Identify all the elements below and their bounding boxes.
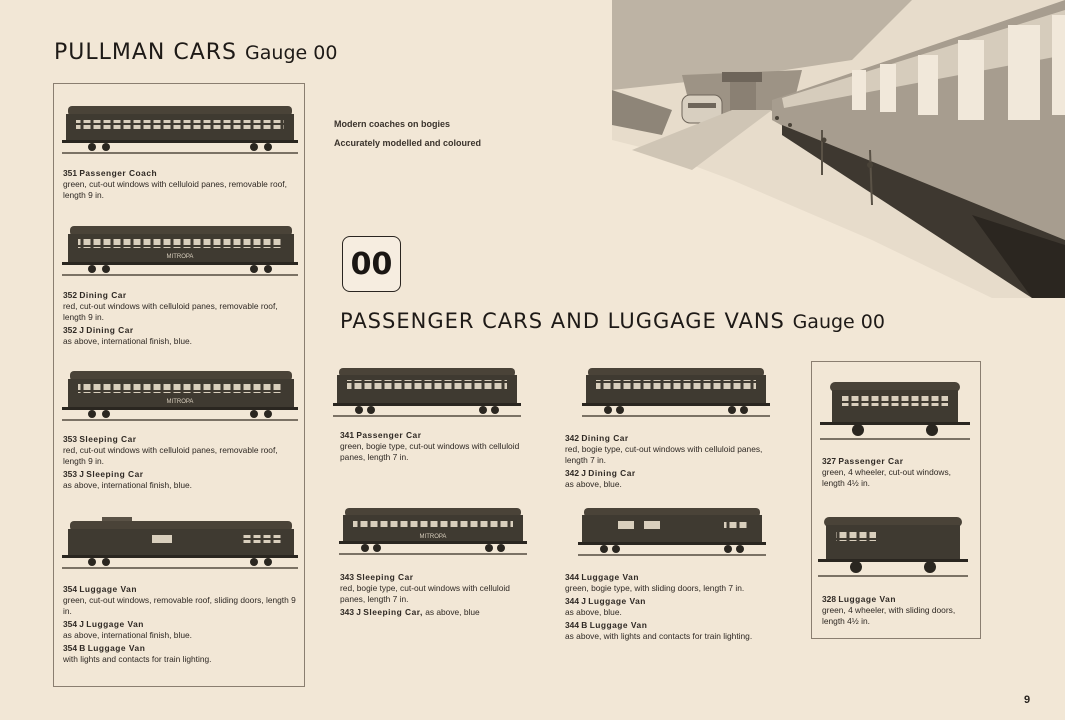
item-343-desc: red, bogie type, cut-out windows with celluloid panes, length 7 in. xyxy=(340,583,510,604)
item-354-number: 354 xyxy=(63,584,77,594)
item-341-name: Passenger Car xyxy=(356,430,422,440)
station-illustration xyxy=(612,0,1065,298)
item-352-name: Dining Car xyxy=(79,290,127,300)
item-344j-name: Luggage Van xyxy=(588,596,646,606)
coach-327-image xyxy=(820,378,970,444)
page-number: 9 xyxy=(1024,694,1031,706)
item-351-number: 351 xyxy=(63,168,77,178)
item-352j-name: Dining Car xyxy=(86,325,134,335)
item-343-name: Sleeping Car xyxy=(356,572,414,582)
item-344b-number: 344 B xyxy=(565,620,588,630)
item-342j-name: Dining Car xyxy=(588,468,636,478)
item-344b-desc: as above, with lights and contacts for train lighting. xyxy=(565,631,753,641)
coach-343-mitropa-label: MITROPA xyxy=(419,534,447,540)
item-343 xyxy=(340,572,525,623)
pullman-gauge: Gauge 00 xyxy=(245,42,338,64)
item-344j-desc: as above, blue. xyxy=(565,607,622,617)
item-343j-desc: as above, blue xyxy=(425,607,480,617)
item-351 xyxy=(63,168,297,206)
passenger-title: PASSENGER CARS AND LUGGAGE VANS xyxy=(340,309,785,333)
item-328 xyxy=(822,594,974,632)
item-352j-desc: as above, international finish, blue. xyxy=(63,336,192,346)
pullman-title: PULLMAN CARS xyxy=(54,40,238,65)
item-352-number: 352 xyxy=(63,290,77,300)
item-353-name: Sleeping Car xyxy=(79,434,137,444)
item-343-number: 343 xyxy=(340,572,354,582)
item-353-desc: red, cut-out windows with celluloid panes, removable roof, length 9 in. xyxy=(63,445,278,466)
item-354b-name: Luggage Van xyxy=(87,643,146,653)
item-343j-name: Sleeping Car, xyxy=(363,607,423,617)
coach-343-image xyxy=(339,504,527,560)
item-353j-name: Sleeping Car xyxy=(86,469,144,479)
item-352j-number: 352 J xyxy=(63,325,84,335)
item-353j-number: 353 J xyxy=(63,469,84,479)
item-341 xyxy=(340,430,525,468)
passenger-gauge: Gauge 00 xyxy=(792,311,885,333)
item-351-desc: green, cut-out windows with celluloid panes, removable roof, length 9 in. xyxy=(63,179,287,200)
item-354-name: Luggage Van xyxy=(79,584,137,594)
item-343j-number: 343 J xyxy=(340,607,361,617)
intro-line-1: Modern coaches on bogies xyxy=(334,119,451,129)
item-352-desc: red, cut-out windows with celluloid panes, removable roof, length 9 in. xyxy=(63,301,278,322)
coach-351-image xyxy=(62,100,298,160)
coach-328-image xyxy=(818,515,968,581)
item-344-desc: green, bogie type, with sliding doors, length 7 in. xyxy=(565,583,745,593)
item-351-name: Passenger Coach xyxy=(79,168,158,178)
item-327-desc: green, 4 wheeler, cut-out windows, length 4½ in. xyxy=(822,467,951,488)
coach-344-image xyxy=(578,505,766,561)
item-354 xyxy=(63,584,297,670)
passenger-heading xyxy=(340,309,885,333)
item-344 xyxy=(565,572,783,647)
item-352 xyxy=(63,290,297,352)
item-344-number: 344 xyxy=(565,572,579,582)
item-328-name: Luggage Van xyxy=(838,594,896,604)
item-354b-number: 354 B xyxy=(63,643,86,653)
item-342-desc: red, bogie type, cut-out windows with celluloid panes, length 7 in. xyxy=(565,444,763,465)
coach-341-image xyxy=(333,366,521,422)
item-344b-name: Luggage Van xyxy=(589,620,648,630)
coach-353-mitropa-label: MITROPA xyxy=(166,399,194,405)
item-327-number: 327 xyxy=(822,456,836,466)
item-342 xyxy=(565,433,783,495)
item-354b-desc: with lights and contacts for train lighting. xyxy=(63,654,212,664)
gauge-00-badge: 00 xyxy=(342,236,401,292)
coach-352-image xyxy=(62,222,298,282)
coach-353-image xyxy=(62,367,298,427)
item-342-number: 342 xyxy=(565,433,579,443)
coach-342-image xyxy=(582,366,770,422)
item-344j-number: 344 J xyxy=(565,596,586,606)
item-342j-desc: as above, blue. xyxy=(565,479,622,489)
item-354j-number: 354 J xyxy=(63,619,84,629)
item-341-desc: green, bogie type, cut-out windows with celluloid panes, length 7 in. xyxy=(340,441,520,462)
item-327-name: Passenger Car xyxy=(838,456,904,466)
item-353j-desc: as above, international finish, blue. xyxy=(63,480,192,490)
item-344-name: Luggage Van xyxy=(581,572,639,582)
item-354j-desc: as above, international finish, blue. xyxy=(63,630,192,640)
item-354-desc: green, cut-out windows, removable roof, sliding doors, length 9 in. xyxy=(63,595,296,616)
coach-354-image xyxy=(62,515,298,575)
item-327 xyxy=(822,456,974,494)
coach-352-mitropa-label: MITROPA xyxy=(166,254,194,260)
item-353 xyxy=(63,434,297,496)
pullman-heading xyxy=(54,40,337,65)
item-342-name: Dining Car xyxy=(581,433,629,443)
item-342j-number: 342 J xyxy=(565,468,586,478)
item-354j-name: Luggage Van xyxy=(86,619,144,629)
item-353-number: 353 xyxy=(63,434,77,444)
item-341-number: 341 xyxy=(340,430,354,440)
item-328-desc: green, 4 wheeler, with sliding doors, length 4½ in. xyxy=(822,605,956,626)
intro-line-2: Accurately modelled and coloured xyxy=(334,138,482,148)
item-328-number: 328 xyxy=(822,594,836,604)
